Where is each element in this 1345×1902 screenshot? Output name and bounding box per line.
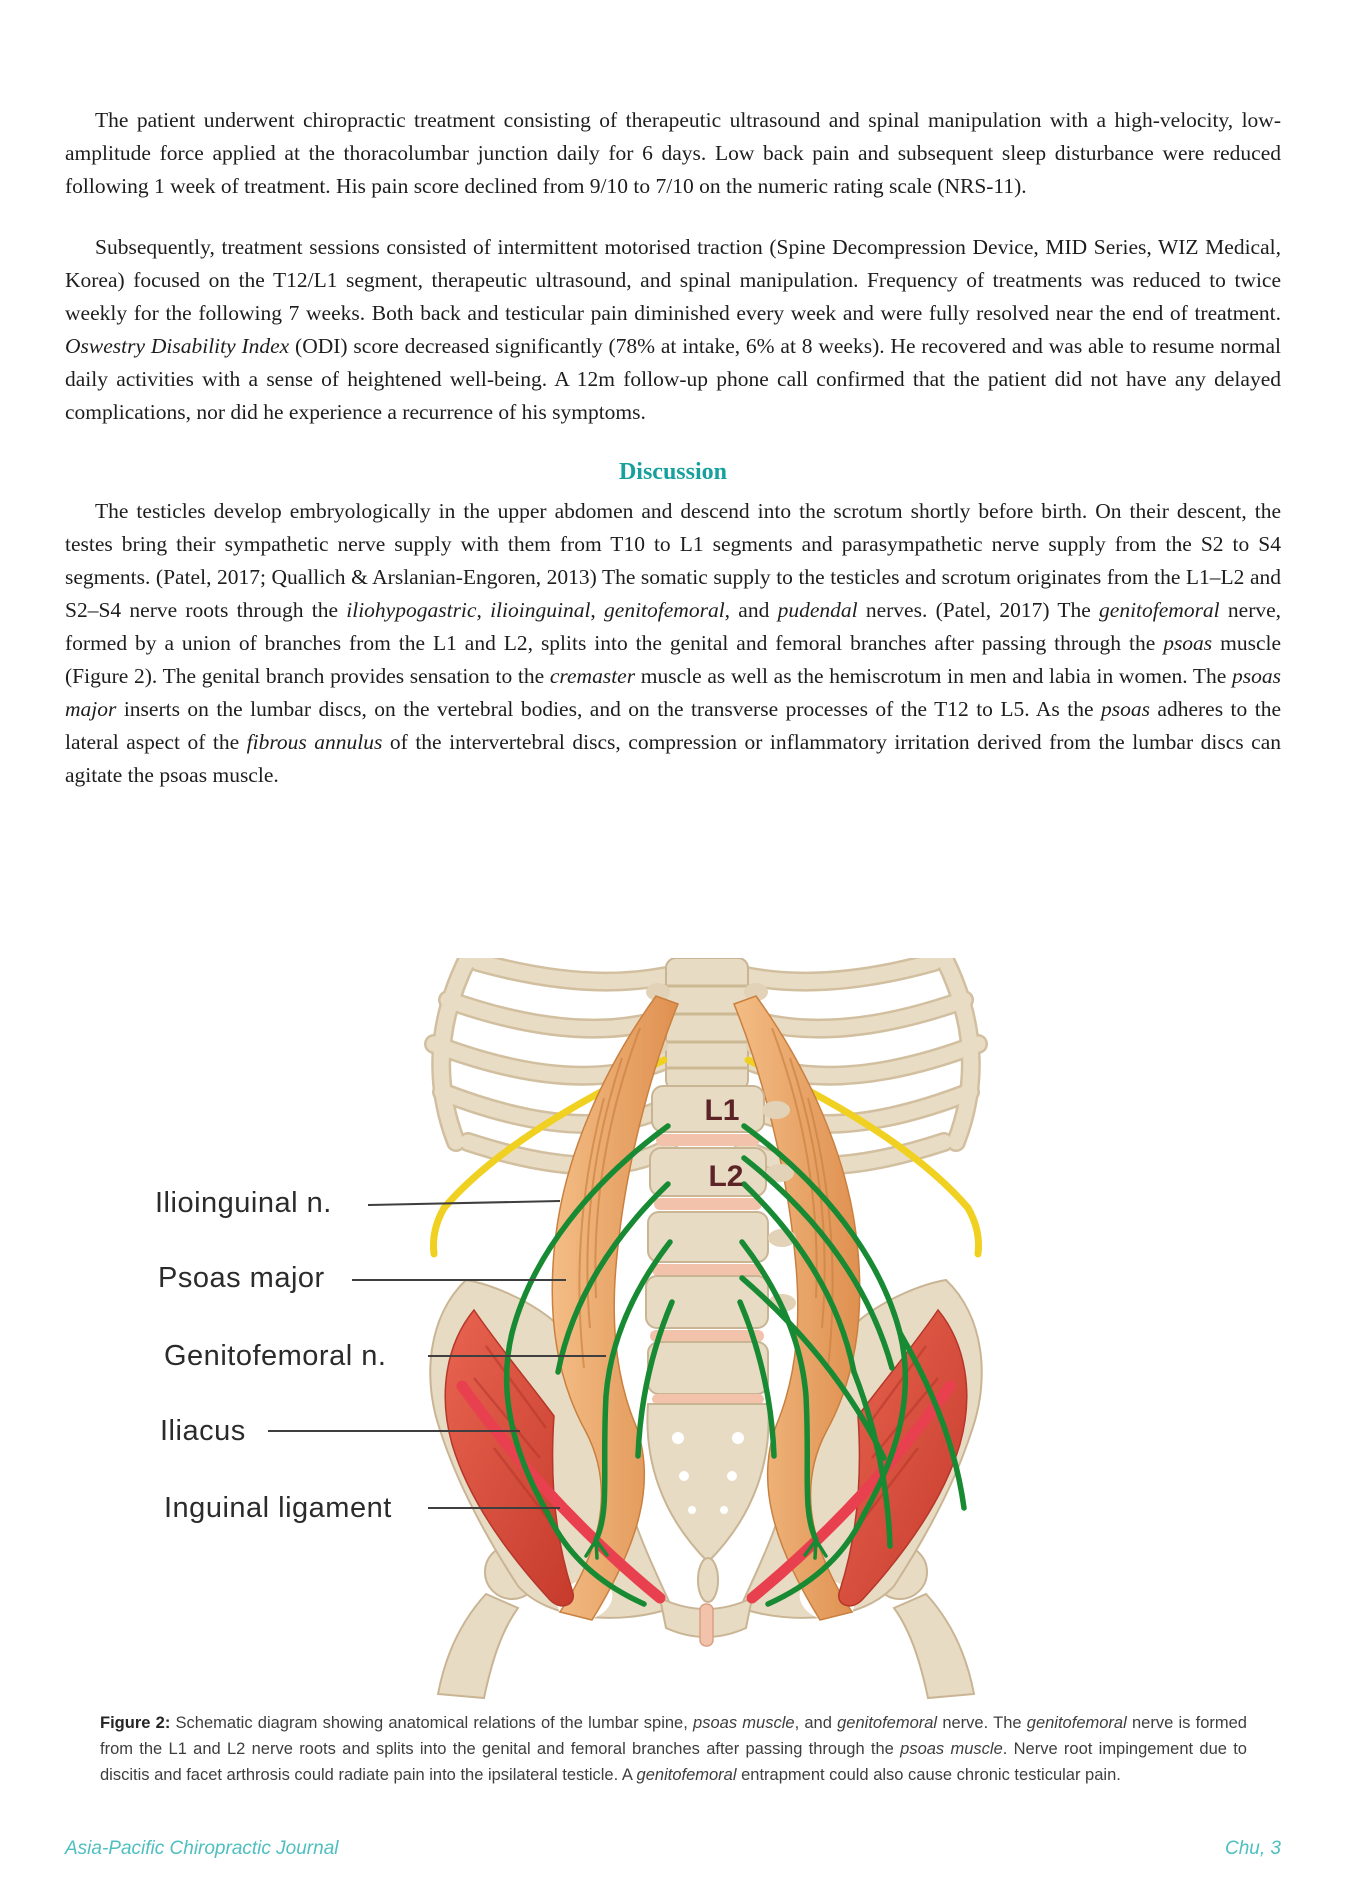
paragraph-followup: Subsequently, treatment sessions consisted of intermittent motorised traction (Spine Decompression Device, MID Series, WIZ Medical, Korea) focused on the T12/L1 segment, therapeutic ultrasound, and spinal manipulation. Frequency of treatments was reduced to twice weekly for the following 7 weeks. Both back and testicular pain diminished every week and were fully resolved near the end of treatment. Oswestry Disability Index (ODI) score decreased significantly (78% at intake, 6% at 8 weeks). He recovered and was able to resume normal daily activities with a sense of heightened well-being. A 12m follow-up phone call confirmed that the patient did not have any delayed complications, nor did he experience a recurrence of his symptoms.	[65, 235, 1281, 424]
label-genitofemoral-nerve: Genitofemoral n.	[164, 1340, 387, 1372]
label-iliacus: Iliacus	[160, 1415, 246, 1447]
vertebra-label-l2: L2	[708, 1160, 744, 1193]
label-psoas-major: Psoas major	[158, 1262, 325, 1294]
coccyx	[698, 1558, 718, 1602]
figure-caption: Figure 2: Schematic diagram showing anatomical relations of the lumbar spine, psoas muscle, and genitofemoral nerve. The genitofemoral nerve is formed from the L1 and L2 nerve roots and splits into the genital and femoral branches after passing through the psoas muscle. Nerve root impingement due to discitis and facet arthrosis could radiate pain into the ipsilateral testicle. A genitofemoral entrapment could also cause chronic testicular pain.	[100, 1714, 1247, 1784]
figure-2-anatomical-diagram	[0, 958, 1345, 1700]
paragraph-treatment: The patient underwent chiropractic treatment consisting of therapeutic ultrasound and spinal manipulation with a high-velocity, low-amplitude force applied at the thoracolumbar junction daily for 6 days. Low back pain and subsequent sleep disturbance were reduced following 1 week of treatment. His pain score declined from 9/10 to 7/10 on the numeric rating scale (NRS-11).	[65, 108, 1281, 198]
sacrum	[647, 1394, 768, 1602]
discussion-heading: Discussion	[618, 459, 728, 485]
anatomy-illustration	[0, 958, 1345, 1700]
paragraph-discussion: The testicles develop embryologically in the upper abdomen and descend into the scrotum shortly before birth. On their descent, the testes bring their sympathetic nerve supply with them from T10 to L1 segments and parasympathetic nerve supply from the S2 to S4 segments. (Patel, 2017; Quallich & Arslanian-Engoren, 2013) The somatic supply to the testicles and scrotum originates from the L1–L2 and S2–S4 nerve roots through the iliohypogastric, ilioinguinal, genitofemoral, and pudendal nerves. (Patel, 2017) The genitofemoral nerve, formed by a union of branches from the L1 and L2, splits into the genital and femoral branches after passing through the psoas muscle (Figure 2). The genital branch provides sensation to the cremaster muscle as well as the hemiscrotum in men and labia in women. The psoas major inserts on the lumbar discs, on the vertebral bodies, and on the transverse processes of the T12 to L5. As the psoas adheres to the lateral aspect of the fibrous annulus of the intervertebral discs, compression or inflammatory irritation derived from the lumbar discs can agitate the psoas muscle.	[65, 499, 1282, 787]
label-ilioinguinal-nerve: Ilioinguinal n.	[155, 1187, 332, 1219]
article-body	[65, 104, 1281, 792]
journal-name: Asia-Pacific Chiropractic Journal	[65, 1838, 339, 1859]
page-footer	[65, 1838, 1281, 1860]
page-reference: Chu, 3	[1225, 1838, 1281, 1859]
vertebra-label-l1: L1	[704, 1094, 740, 1127]
label-inguinal-ligament: Inguinal ligament	[164, 1492, 392, 1524]
